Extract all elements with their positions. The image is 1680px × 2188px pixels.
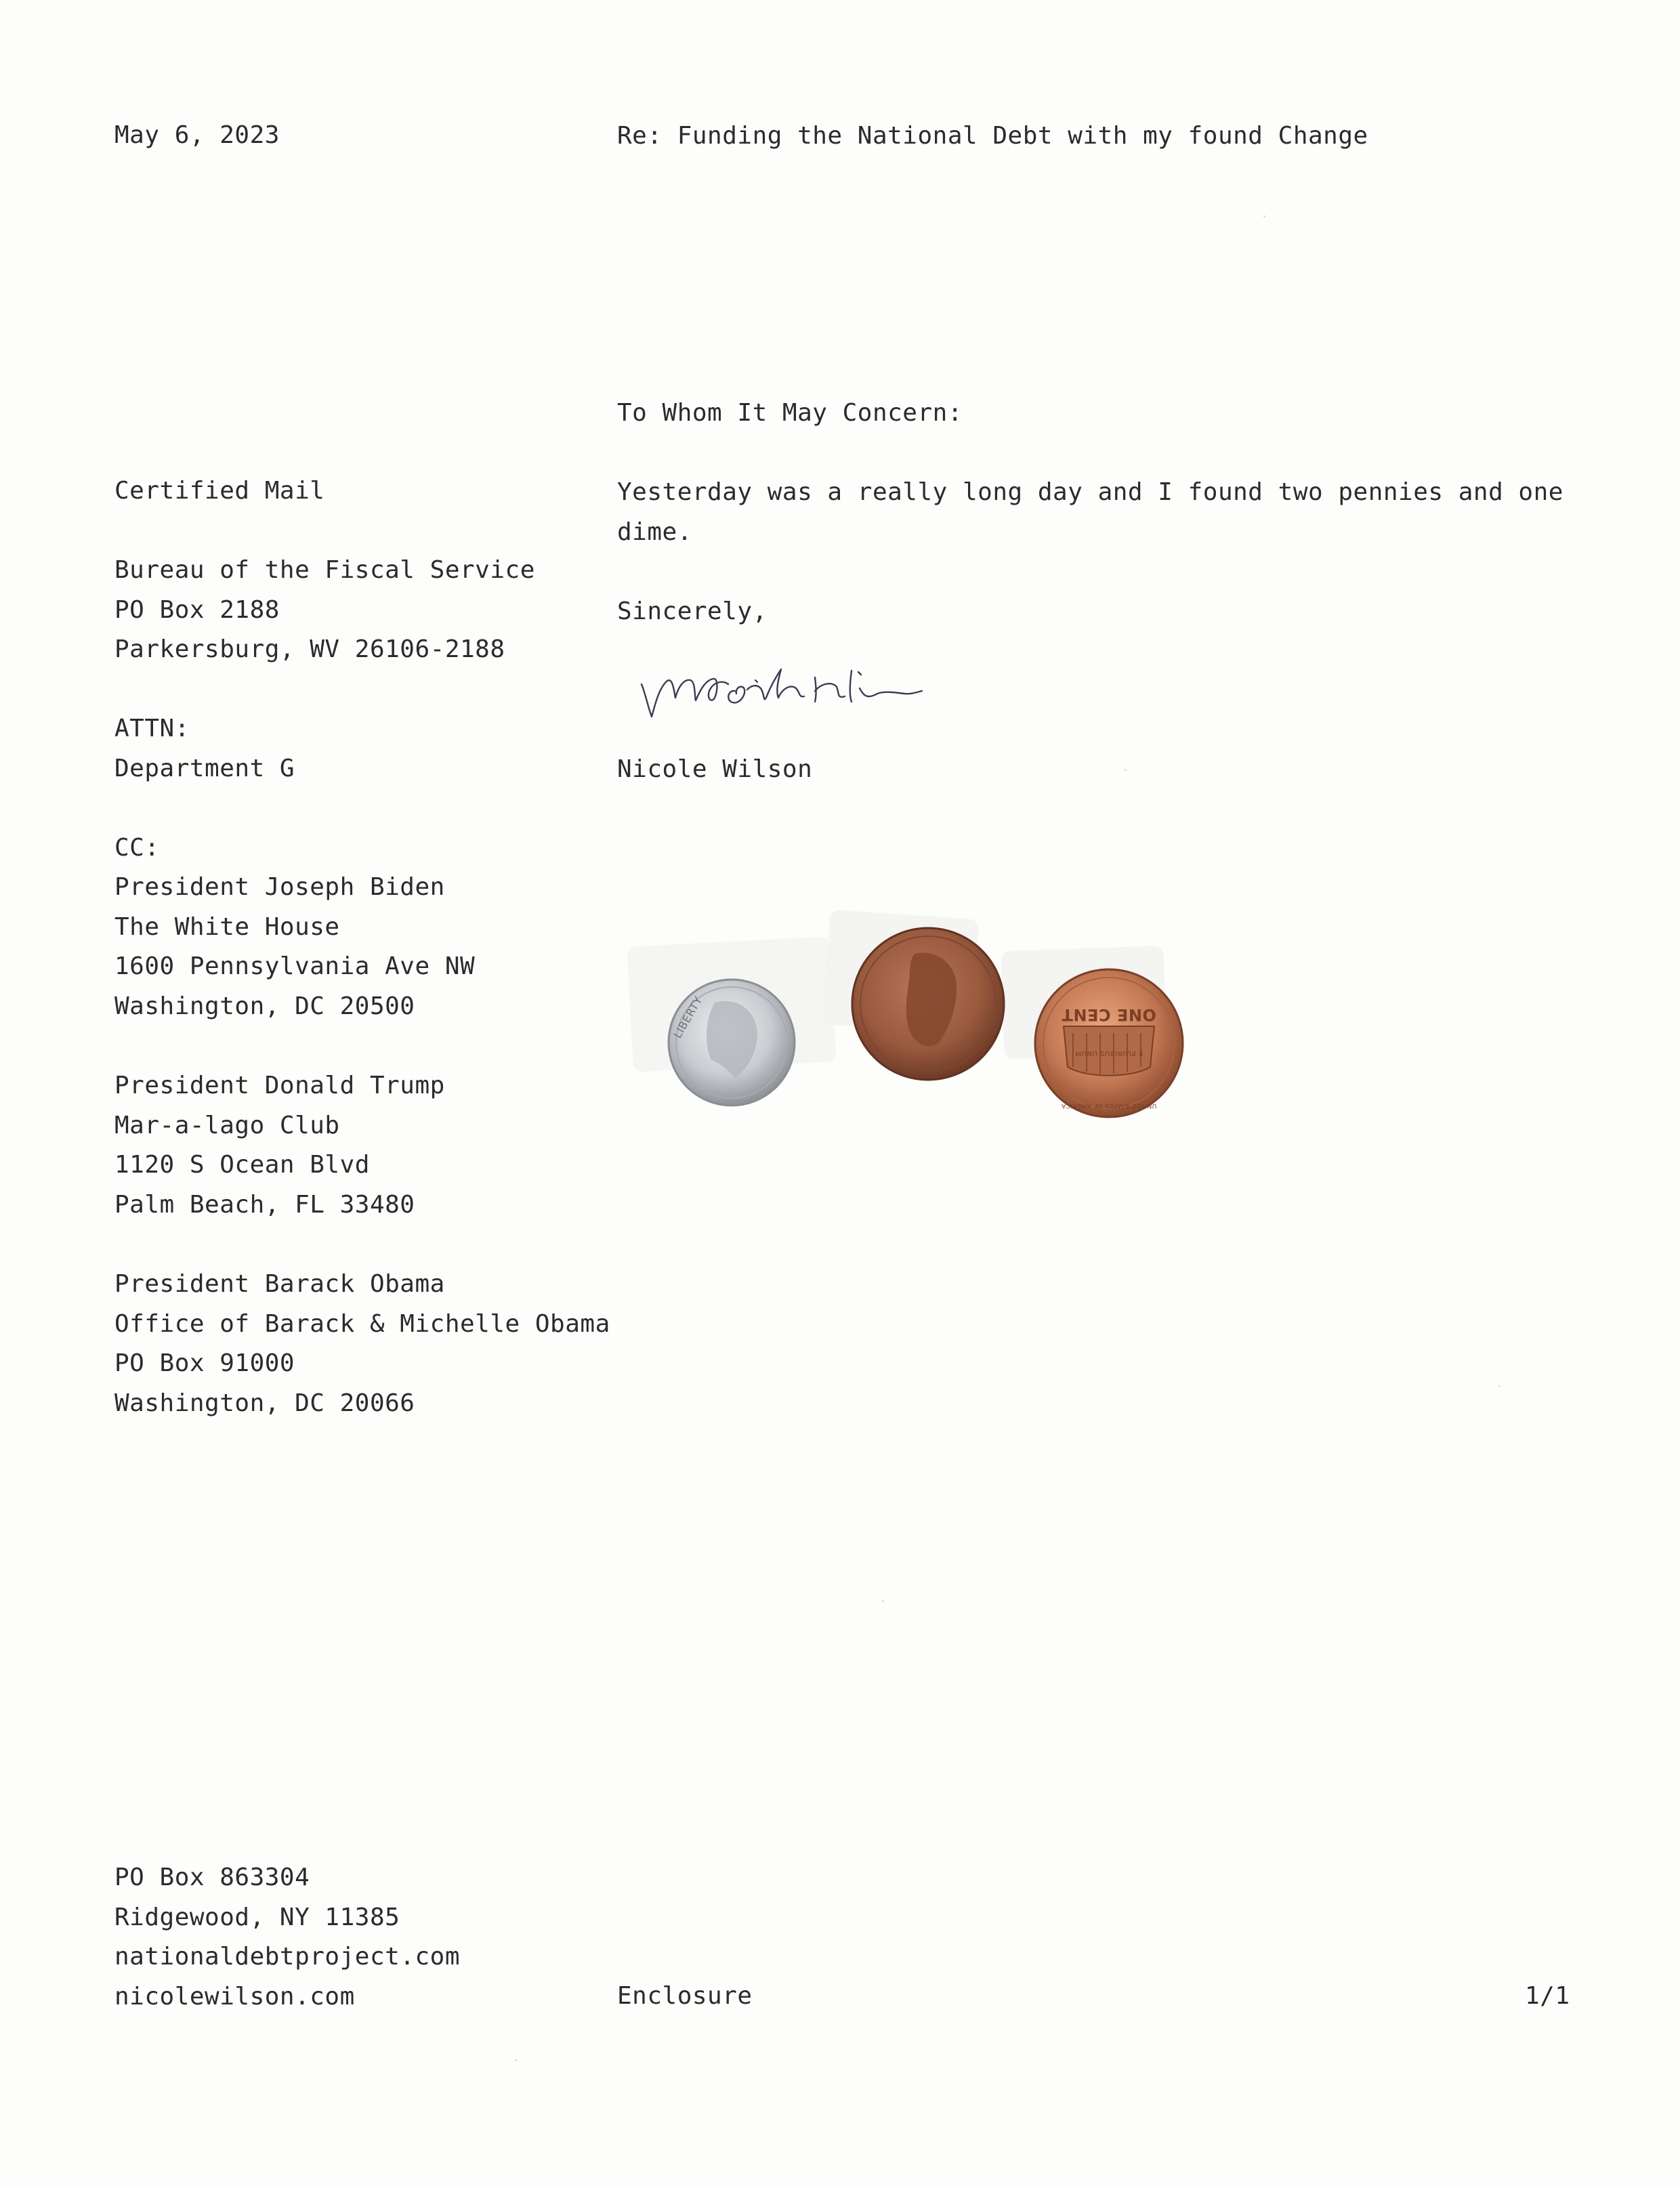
recipient-line: Bureau of the Fiscal Service — [114, 556, 535, 584]
cc-address-trump — [114, 1066, 445, 1225]
cc-label: CC: — [114, 834, 160, 862]
return-address-line: PO Box 863304 — [114, 1864, 310, 1891]
salutation: To Whom It May Concern: — [617, 399, 963, 427]
page-number: 1/1 — [1525, 1982, 1570, 2010]
dime-inscription: LIBERTY — [671, 994, 705, 1040]
cc-line: President Donald Trump — [114, 1072, 445, 1099]
cc-line: 1120 S Ocean Blvd — [114, 1151, 370, 1179]
body-paragraph — [617, 473, 1563, 552]
signature-name: Nicole Wilson — [617, 755, 813, 783]
penny-reverse-coin — [1035, 969, 1183, 1117]
website-link[interactable]: nicolewilson.com — [114, 1982, 355, 2011]
subject-line: Re: Funding the National Debt with my found Change — [617, 122, 1368, 150]
attn-block — [114, 709, 295, 788]
cc-line: Palm Beach, FL 33480 — [114, 1190, 415, 1219]
return-address-line: Ridgewood, NY 11385 — [114, 1903, 400, 1931]
penny-country-text: UNITED STATES OF AMERICA — [1061, 1102, 1157, 1109]
letter-date: May 6, 2023 — [114, 121, 280, 149]
scan-speck — [1125, 769, 1127, 771]
penny-obverse-coin — [852, 928, 1004, 1080]
cc-line: 1600 Pennsylvania Ave NW — [114, 952, 476, 980]
website-link[interactable]: nationaldebtproject.com — [114, 1943, 460, 1971]
recipient-address — [114, 551, 535, 670]
cc-line: President Barack Obama — [114, 1270, 445, 1298]
enclosed-coins — [596, 901, 1274, 1172]
attn-department: Department G — [114, 754, 295, 782]
cc-address-obama — [114, 1265, 610, 1423]
cc-line: Washington, DC 20500 — [114, 992, 415, 1020]
closing: Sincerely, — [617, 597, 768, 625]
scan-speck — [1263, 215, 1265, 217]
scan-speck — [515, 2059, 517, 2061]
recipient-line: Parkersburg, WV 26106-2188 — [114, 635, 505, 663]
cc-line: The White House — [114, 912, 340, 941]
handwritten-signature — [633, 657, 986, 732]
attn-label: ATTN: — [114, 715, 190, 742]
paragraph-line: dime. — [617, 518, 692, 546]
penny-motto-text: E PLURIBUS UNUM — [1075, 1049, 1143, 1057]
cc-line: Washington, DC 20066 — [114, 1389, 415, 1417]
scan-speck — [882, 1600, 884, 1602]
dime-coin — [669, 980, 795, 1106]
cc-line: Mar-a-lago Club — [114, 1111, 340, 1139]
cc-line: President Joseph Biden — [114, 873, 445, 901]
cc-line: PO Box 91000 — [114, 1349, 295, 1377]
cc-address-biden — [114, 868, 475, 1026]
delivery-method: Certified Mail — [114, 477, 325, 505]
enclosure-label: Enclosure — [617, 1982, 753, 2010]
penny-one-cent-text: ONE CENT — [1062, 1005, 1156, 1024]
recipient-line: PO Box 2188 — [114, 595, 280, 624]
return-address — [114, 1858, 460, 2017]
scan-speck — [1498, 1385, 1500, 1387]
paragraph-line: Yesterday was a really long day and I found two pennies and one — [617, 478, 1563, 506]
cc-line: Office of Barack & Michelle Obama — [114, 1309, 610, 1338]
